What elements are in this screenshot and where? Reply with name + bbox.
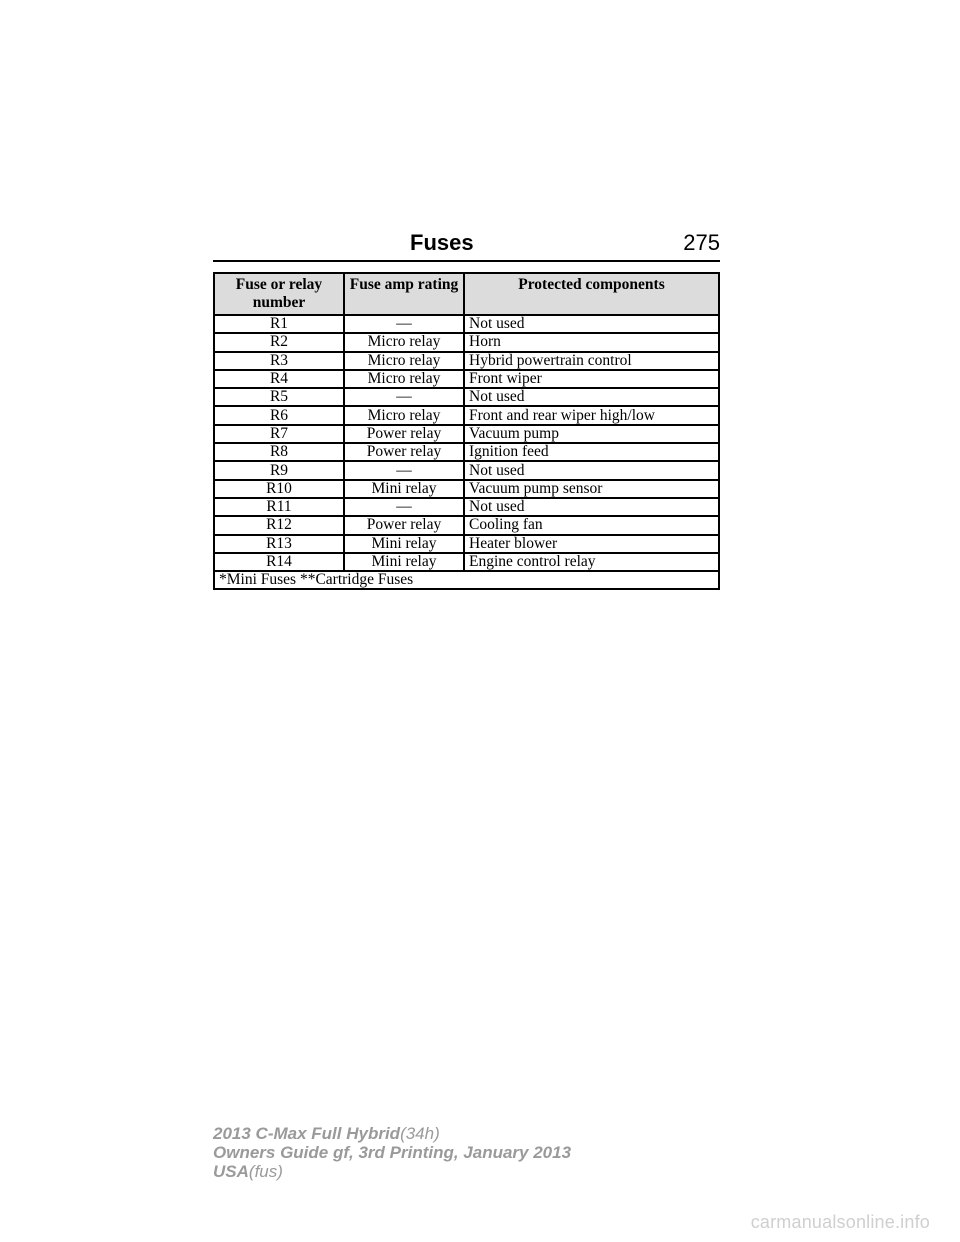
protected-component-cell: Front wiper bbox=[464, 370, 719, 388]
table-row bbox=[214, 333, 719, 351]
amp-rating-cell: Power relay bbox=[344, 516, 464, 534]
footer-market-code: (fus) bbox=[248, 1162, 283, 1181]
protected-component-cell: Not used bbox=[464, 388, 719, 406]
watermark: carmanualsonline.info bbox=[750, 1212, 930, 1232]
protected-component-cell: Front and rear wiper high/low bbox=[464, 406, 719, 424]
fuse-number-cell: R1 bbox=[214, 315, 344, 333]
fuse-number-cell: R6 bbox=[214, 406, 344, 424]
amp-rating-cell: Power relay bbox=[344, 443, 464, 461]
section-title: Fuses bbox=[410, 230, 474, 255]
protected-component-cell: Not used bbox=[464, 498, 719, 516]
fuse-number-cell: R9 bbox=[214, 461, 344, 479]
table-footnote-row bbox=[214, 571, 719, 589]
table-row bbox=[214, 406, 719, 424]
footer-model-code: (34h) bbox=[400, 1124, 440, 1143]
footer-market: USA bbox=[213, 1162, 249, 1181]
amp-rating-cell: — bbox=[344, 498, 464, 516]
protected-component-cell: Cooling fan bbox=[464, 516, 719, 534]
protected-component-cell: Horn bbox=[464, 333, 719, 351]
amp-rating-cell: — bbox=[344, 461, 464, 479]
table-row bbox=[214, 498, 719, 516]
footer-line-3 bbox=[213, 1162, 571, 1181]
table-row bbox=[214, 535, 719, 553]
amp-rating-cell: Mini relay bbox=[344, 480, 464, 498]
amp-rating-cell: — bbox=[344, 315, 464, 333]
fuse-number-cell: R2 bbox=[214, 333, 344, 351]
amp-rating-cell: Micro relay bbox=[344, 352, 464, 370]
fuse-number-cell: R5 bbox=[214, 388, 344, 406]
table-row bbox=[214, 443, 719, 461]
fuse-number-cell: R12 bbox=[214, 516, 344, 534]
table-row bbox=[214, 370, 719, 388]
column-header-number: Fuse or relay number bbox=[214, 273, 344, 315]
page-header bbox=[213, 228, 720, 262]
fuse-number-cell: R11 bbox=[214, 498, 344, 516]
fuse-number-cell: R14 bbox=[214, 553, 344, 571]
table-row bbox=[214, 388, 719, 406]
table-row bbox=[214, 425, 719, 443]
amp-rating-cell: Power relay bbox=[344, 425, 464, 443]
amp-rating-cell: Mini relay bbox=[344, 553, 464, 571]
protected-component-cell: Not used bbox=[464, 461, 719, 479]
amp-rating-cell: — bbox=[344, 388, 464, 406]
amp-rating-cell: Mini relay bbox=[344, 535, 464, 553]
footer-line-1 bbox=[213, 1124, 571, 1143]
amp-rating-cell: Micro relay bbox=[344, 406, 464, 424]
fuse-number-cell: R4 bbox=[214, 370, 344, 388]
table-row bbox=[214, 315, 719, 333]
column-header-rating: Fuse amp rating bbox=[344, 273, 464, 315]
fuse-table bbox=[213, 272, 720, 590]
table-row bbox=[214, 461, 719, 479]
amp-rating-cell: Micro relay bbox=[344, 333, 464, 351]
protected-component-cell: Heater blower bbox=[464, 535, 719, 553]
protected-component-cell: Not used bbox=[464, 315, 719, 333]
fuse-number-cell: R13 bbox=[214, 535, 344, 553]
protected-component-cell: Vacuum pump bbox=[464, 425, 719, 443]
table-row bbox=[214, 480, 719, 498]
column-header-components: Protected components bbox=[464, 273, 719, 315]
table-row bbox=[214, 516, 719, 534]
fuse-number-cell: R3 bbox=[214, 352, 344, 370]
fuse-number-cell: R10 bbox=[214, 480, 344, 498]
protected-component-cell: Hybrid powertrain control bbox=[464, 352, 719, 370]
fuse-number-cell: R8 bbox=[214, 443, 344, 461]
footer-line-2: Owners Guide gf, 3rd Printing, January 2013 bbox=[213, 1143, 572, 1162]
amp-rating-cell: Micro relay bbox=[344, 370, 464, 388]
table-row bbox=[214, 553, 719, 571]
fuse-number-cell: R7 bbox=[214, 425, 344, 443]
table-row bbox=[214, 352, 719, 370]
footer-model: 2013 C-Max Full Hybrid bbox=[213, 1124, 401, 1143]
protected-component-cell: Vacuum pump sensor bbox=[464, 480, 719, 498]
table-header-row bbox=[214, 273, 719, 315]
protected-component-cell: Engine control relay bbox=[464, 553, 719, 571]
page-number: 275 bbox=[683, 230, 720, 255]
table-footnote: *Mini Fuses **Cartridge Fuses bbox=[214, 571, 719, 589]
protected-component-cell: Ignition feed bbox=[464, 443, 719, 461]
document-footer bbox=[213, 1124, 571, 1181]
